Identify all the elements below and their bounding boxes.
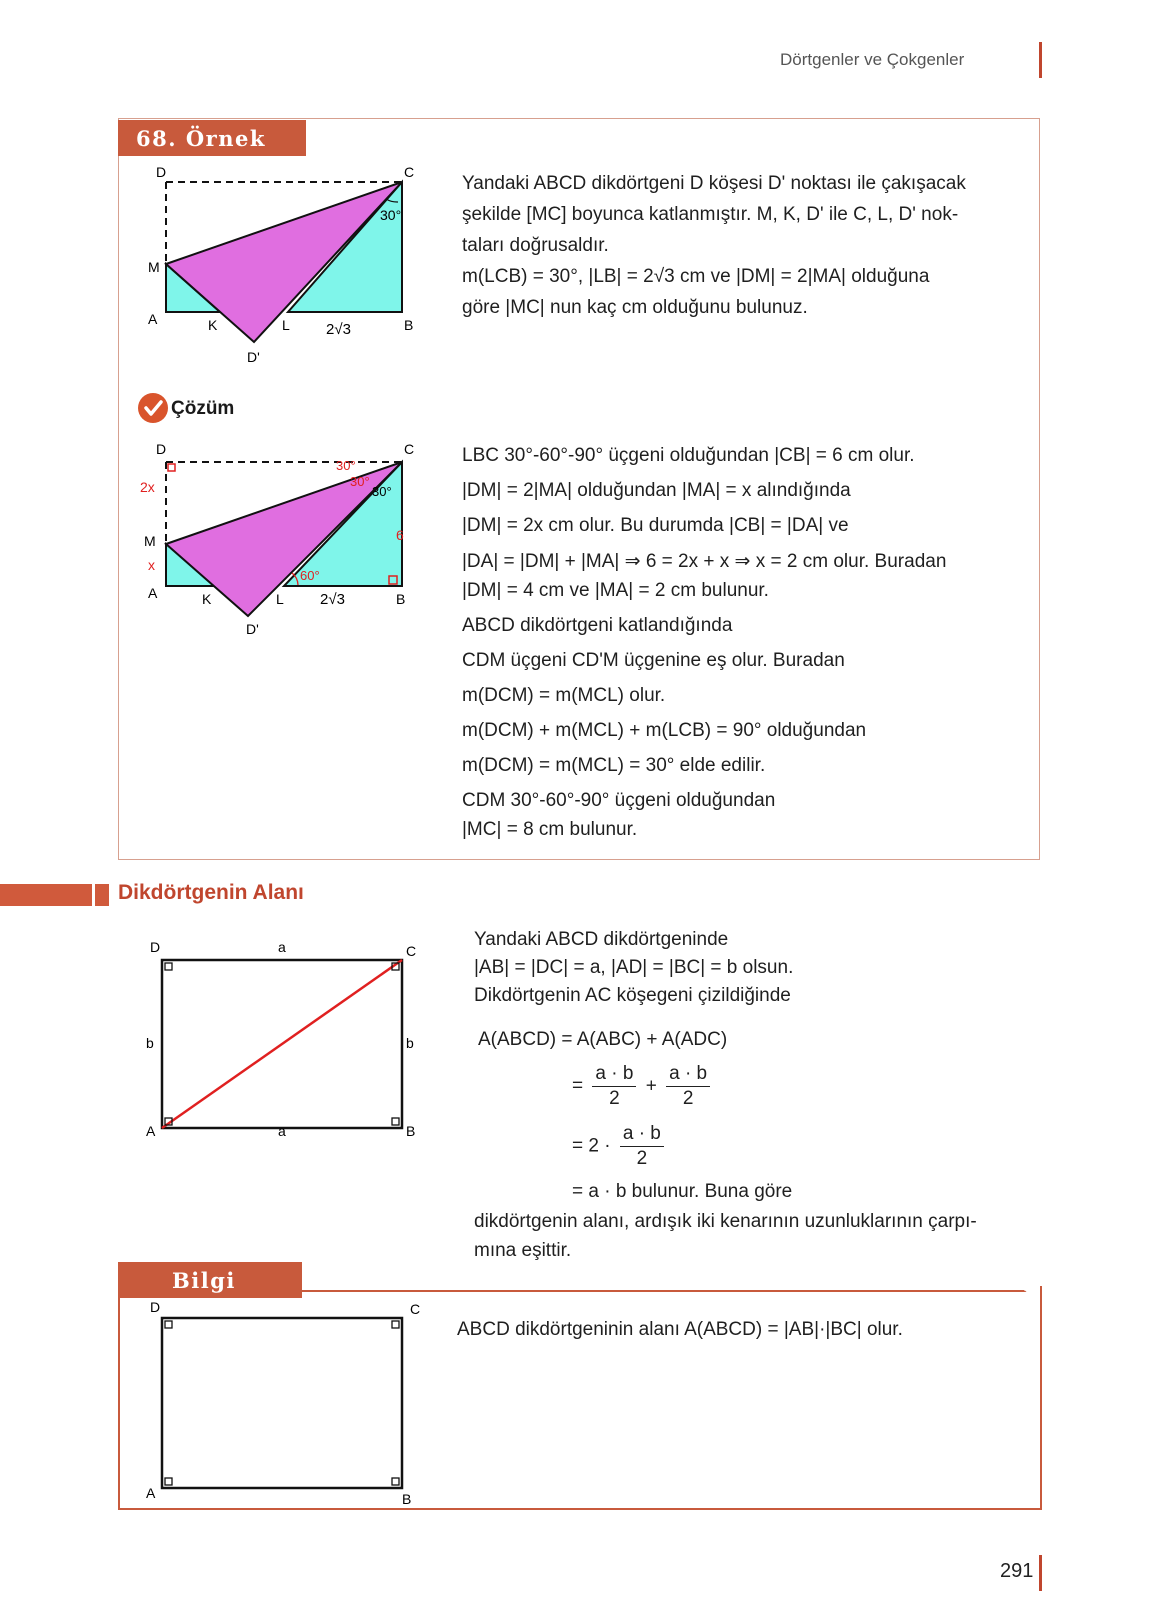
solution-line: CDM 30°-60°-90° üçgeni olduğundan xyxy=(462,790,776,811)
formula-step-1: = $\frac{a \cdot b}{2}$ + $\frac{a \cdot b}{2}$ xyxy=(572,1062,714,1111)
label-30c: 30° xyxy=(372,484,392,499)
label-b: B xyxy=(406,1123,416,1139)
example-line: m(LCB) = 30°, |LB| = 2√3 cm ve |DM| = 2|MA| olduğuna xyxy=(462,266,930,287)
section-band xyxy=(0,884,92,906)
label-30b: 30° xyxy=(350,474,370,489)
running-title: Dörtgenler ve Çokgenler xyxy=(780,50,965,69)
check-icon xyxy=(138,393,168,423)
solution-line: |DM| = 2x cm olur. Bu durumda |CB| = |DA| ve xyxy=(462,515,849,536)
label-b-right: b xyxy=(406,1035,414,1051)
section-square xyxy=(95,884,109,906)
example-tab: 68. Örnek xyxy=(118,120,306,156)
solution-line: m(DCM) = m(MCL) olur. xyxy=(462,685,666,706)
label-a: A xyxy=(146,1485,156,1501)
label-d: D xyxy=(150,939,161,955)
solution-line: |DM| = 2|MA| olduğundan |MA| = x alındığında xyxy=(462,480,851,501)
label-k: K xyxy=(202,591,212,607)
label-m: M xyxy=(148,259,160,275)
example-figure xyxy=(140,160,430,370)
label-a: A xyxy=(146,1123,156,1139)
solution-title: Çözüm xyxy=(171,398,235,419)
label-60: 60° xyxy=(300,568,320,583)
solution-line: |DM| = 4 cm ve |MA| = 2 cm bulunur. xyxy=(462,580,769,601)
label-b-left: b xyxy=(146,1035,154,1051)
section-conclusion: mına eşittir. xyxy=(474,1240,572,1261)
label-a: A xyxy=(148,311,158,327)
label-a-top: a xyxy=(278,939,286,955)
frac-den: 2 xyxy=(682,1088,694,1109)
frac-den: 2 xyxy=(609,1088,620,1109)
label-2x: 2x xyxy=(140,479,155,495)
label-l: L xyxy=(276,591,284,607)
label-d: D xyxy=(150,1299,161,1315)
frac-num: a · b xyxy=(592,1062,636,1087)
solution-figure xyxy=(140,440,430,650)
label-l: L xyxy=(282,317,290,333)
formula-step-2 xyxy=(572,1122,668,1171)
label-c: C xyxy=(406,943,417,959)
label-x: x xyxy=(148,557,155,573)
solution-line: m(DCM) = m(MCL) = 30° elde edilir. xyxy=(462,755,766,776)
example-line: taları doğrusaldır. xyxy=(462,235,609,256)
example-line: şekilde [MC] boyunca katlanmıştır. M, K, D' ile C, L, D' nok- xyxy=(462,204,959,225)
solution-line: LBC 30°-60°-90° üçgeni olduğundan |CB| = 6 cm olur. xyxy=(462,445,915,466)
label-a: A xyxy=(148,585,158,601)
frac-den: 2 xyxy=(636,1148,648,1169)
info-figure xyxy=(140,1296,430,1506)
page-number: 291 xyxy=(1000,1560,1034,1582)
info-text: ABCD dikdörtgeninin alanı A(ABCD) = |AB|·|BC| olur. xyxy=(457,1319,903,1340)
header-divider xyxy=(1039,42,1042,78)
footer-divider xyxy=(1039,1555,1042,1591)
area-figure xyxy=(140,930,430,1140)
label-d: D xyxy=(156,441,167,457)
label-m: M xyxy=(144,533,156,549)
solution-line: m(DCM) + m(MCL) + m(LCB) = 90° olduğundan xyxy=(462,720,867,741)
frac-num: a · b xyxy=(666,1062,710,1087)
label-dprime: D' xyxy=(247,349,260,365)
label-k: K xyxy=(208,317,218,333)
label-c: C xyxy=(410,1301,421,1317)
label-c: C xyxy=(404,441,415,457)
label-6: 6 xyxy=(396,527,404,543)
example-question xyxy=(462,168,1017,323)
section-line: Yandaki ABCD dikdörtgeninde xyxy=(474,929,729,950)
label-c: C xyxy=(404,164,415,180)
example-line: Yandaki ABCD dikdörtgeni D köşesi D' noktası ile çakışacak xyxy=(462,173,966,194)
formula-lhs: A(ABCD) = A(ABC) + A(ADC) xyxy=(478,1029,728,1050)
section-title: Dikdörtgenin Alanı xyxy=(118,881,304,904)
label-a-bottom: a xyxy=(278,1123,286,1139)
example-line: göre |MC| nun kaç cm olduğunu bulunuz. xyxy=(462,297,808,318)
label-30a: 30° xyxy=(336,458,356,473)
label-d: D xyxy=(156,164,167,180)
section-line: Dikdörtgenin AC köşegeni çizildiğinde xyxy=(474,985,791,1006)
section-conclusion: dikdörtgenin alanı, ardışık iki kenarının uzunluklarının çarpı- xyxy=(474,1211,977,1232)
formula-result: = a · b bulunur. Buna göre xyxy=(572,1181,793,1202)
label-b: B xyxy=(402,1491,412,1506)
label-30: 30° xyxy=(380,207,402,223)
solution-line: CDM üçgeni CD'M üçgenine eş olur. Buradan xyxy=(462,650,845,671)
label-lb: 2√3 xyxy=(326,321,351,338)
solution-line: ABCD dikdörtgeni katlandığında xyxy=(462,615,733,636)
section-line: |AB| = |DC| = a, |AD| = |BC| = b olsun. xyxy=(474,957,794,978)
label-b: B xyxy=(396,591,406,607)
info-tab: Bilgi xyxy=(118,1262,302,1298)
solution-line: |DA| = |DM| + |MA| ⇒ 6 = 2x + x ⇒ x = 2 cm olur. Buradan xyxy=(462,551,947,572)
frac-num: a · b xyxy=(620,1122,664,1147)
label-b: B xyxy=(404,317,414,333)
label-dprime: D' xyxy=(246,621,259,637)
label-lb: 2√3 xyxy=(320,591,345,608)
solution-line: |MC| = 8 cm bulunur. xyxy=(462,819,638,840)
formula-coef: = 2 · xyxy=(572,1135,611,1157)
